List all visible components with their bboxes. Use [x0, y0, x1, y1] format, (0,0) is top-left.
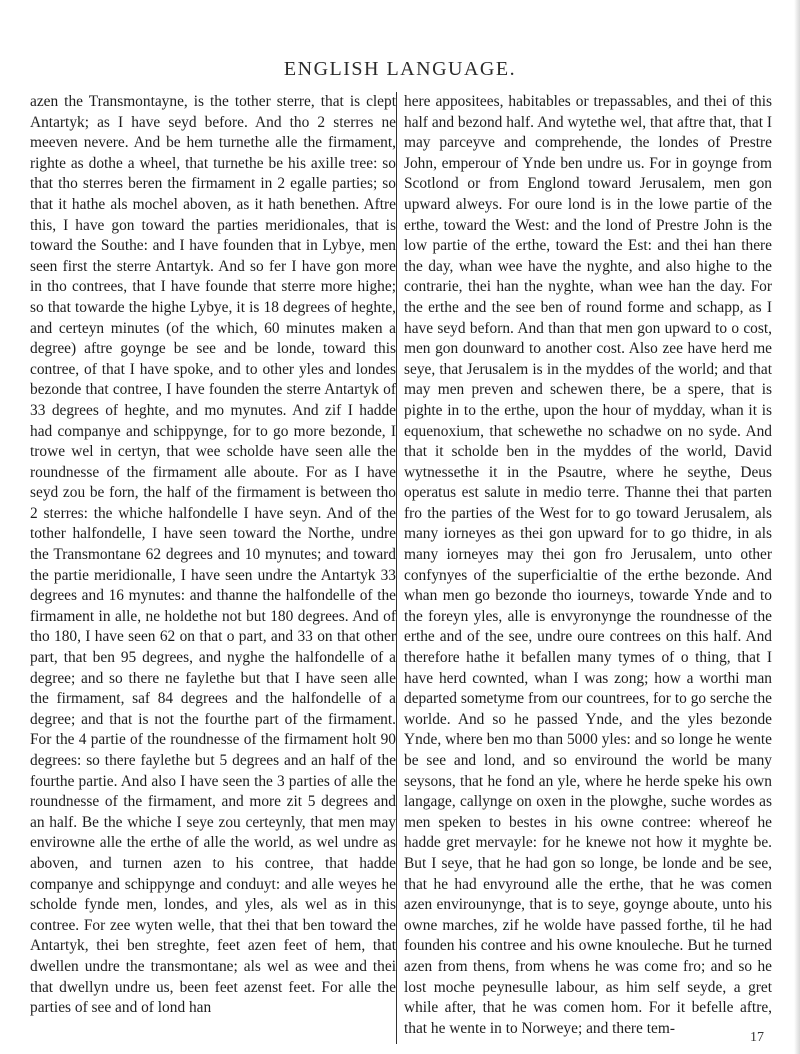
page-edge-shadow: [794, 0, 800, 1054]
page-number: 17: [750, 1030, 764, 1045]
running-header: ENGLISH LANGUAGE.: [283, 58, 517, 80]
left-text-column: azen the Transmontayne, is the tother sterre, that is clept Antartyk; as I have seyd before. And tho 2 sterres ne meeven nevere. And be hem turnethe alle the firmament, righte as dothe a wheel, that turnethe be his axille tree: so that tho sterres beren the firmament in 2 egalle parties; so that it hathe als mochel aboven, as it hath benethen. Aftre this, I have gon toward the parties meridionales, that is toward the Southe: and I have founden that in Lybye, men seen first the sterre Antartyk. And so fer I have gon more in tho contrees, that I have founde that sterre more highe; so that towarde the highe Lybye, it is 18 degrees of heghte, and certeyn minutes (of the which, 60 minutes maken a degree) aftre goynge be see and be londe, toward this contree, of that I have spoke, and to other yles and londes bezonde that contree, I have founden the sterre Antartyk of 33 degrees of heghte, and mo mynutes. And zif I hadde had companye and schippynge, for to go more bezonde, I trowe wel in certyn, that wee scholde have seen alle the roundnesse of the firmament alle aboute. For as I have seyd zou be forn, the half of the firmament is between tho 2 sterres: the whiche halfondelle I have seyn. And of the tother halfondelle, I have seen toward the Northe, undre the Transmontane 62 degrees and 10 mynutes; and toward the partie meridionalle, I have seen undre the Antartyk 33 degrees and 16 mynutes: and thanne the halfondelle of the firmament in alle, ne holdethe not but 180 degrees. And of tho 180, I have seen 62 on that o part, and 33 on that other part, that ben 95 degrees, and nyghe the halfondelle of a degree; and so there ne faylethe but that I have seen alle the firmament, saf 84 degrees and the halfondelle of a degree; and that is not the fourthe part of the firmament. For the 4 partie of the roundnesse of the firmament holt 90 degrees: so there faylethe but 5 degrees and an half of the fourthe partie. And also I have seen the 3 parties of alle the roundnesse of the firmament, and more zit 5 degrees and an half. Be the whiche I seye zou certeynly, that men may envirowne alle the erthe of alle the world, as wel undre as aboven, and turnen azen to his contree, that hadde companye and schippynge and conduyt: and alle weyes he scholde fynde men, londes, and yles, als wel as in this contree. For zee wyten welle, that thei that ben toward the Antartyk, thei ben streghte, feet azen feet of hem, that dwellen undre the transmontane; als wel as wee and thei that dwellyn undre us, been feet azenst feet. For alle the parties of see and of lond han: [30, 93, 396, 1017]
right-text-column: here appositees, habitables or trepassables, and thei of this half and bezond half. And wytethe wel, that aftre that, that I may parceyve and comprehende, the londes of Prestre John, emperour of Ynde ben undre us. For in goynge from Scotlond or from Englond toward Jerusalem, men gon upward alweys. For oure lond is in the lowe partie of the erthe, toward the West: and the lond of Prestre John is the low partie of the erthe, toward the Est: and thei han there the day, whan wee have the nyghte, and also highe to the contrarie, thei han the nyghte, whan wee han the day. For the erthe and the see ben of round forme and schapp, as I have seyd beforn. And than that men gon upward to o cost, men gon dounward to another cost. Also zee have herd me seye, that Jerusalem is in the myddes of the world; and that may men preven and schewen there, be a spere, that is pighte in to the erthe, upon the hour of mydday, whan it is equenoxium, that schewethe no schadwe on no syde. And that it scholde ben in the myddes of the world, David wytnessethe it in the Psautre, where he seythe, Deus operatus est salute in medio terre. Thanne thei that parten fro the parties of the West for to go toward Jerusalem, als many iorneyes as thei gon upward for to go thidre, in als many iorneyes may thei gon fro Jerusalem, unto other confynyes of the superficialtie of the erthe bezonde. And whan men go bezonde tho iourneys, towarde Ynde and to the foreyn yles, alle is envyronynge the roundnesse of the erthe and of the see, undre oure contrees on this half. And therefore hathe it befallen many tymes of o thing, that I have herd cownted, whan I was zong; how a worthi man departed sometyme from our countrees, for to go serche the worlde. And so he passed Ynde, and the yles bezonde Ynde, where ben mo than 5000 yles: and so longe he wente be see and lond, and so enviround the world be many seysons, that he fond an yle, where he herde speke his own langage, callynge on oxen in the plowghe, suche wordes as men speken to bestes in his owne contree: whereof he hadde gret mervayle: for he knewe not how it myghte be. But I seye, that he had gon so longe, be londe and be see, that he had envyround alle the erthe, that he was comen azen envirounynge, that is to seye, goynge aboute, unto his owne marches, zif he wolde have passed forthe, til he had founden his contree and his owne knouleche. But he turned azen from thens, from whens he was come fro; and so he lost moche peynesulle labour, as him self seyde, a gret while after, that he was comen hom. For it befelle aftre, that he wente in to Norweye; and there tem-: [404, 93, 772, 1037]
column-divider: [396, 92, 397, 1044]
